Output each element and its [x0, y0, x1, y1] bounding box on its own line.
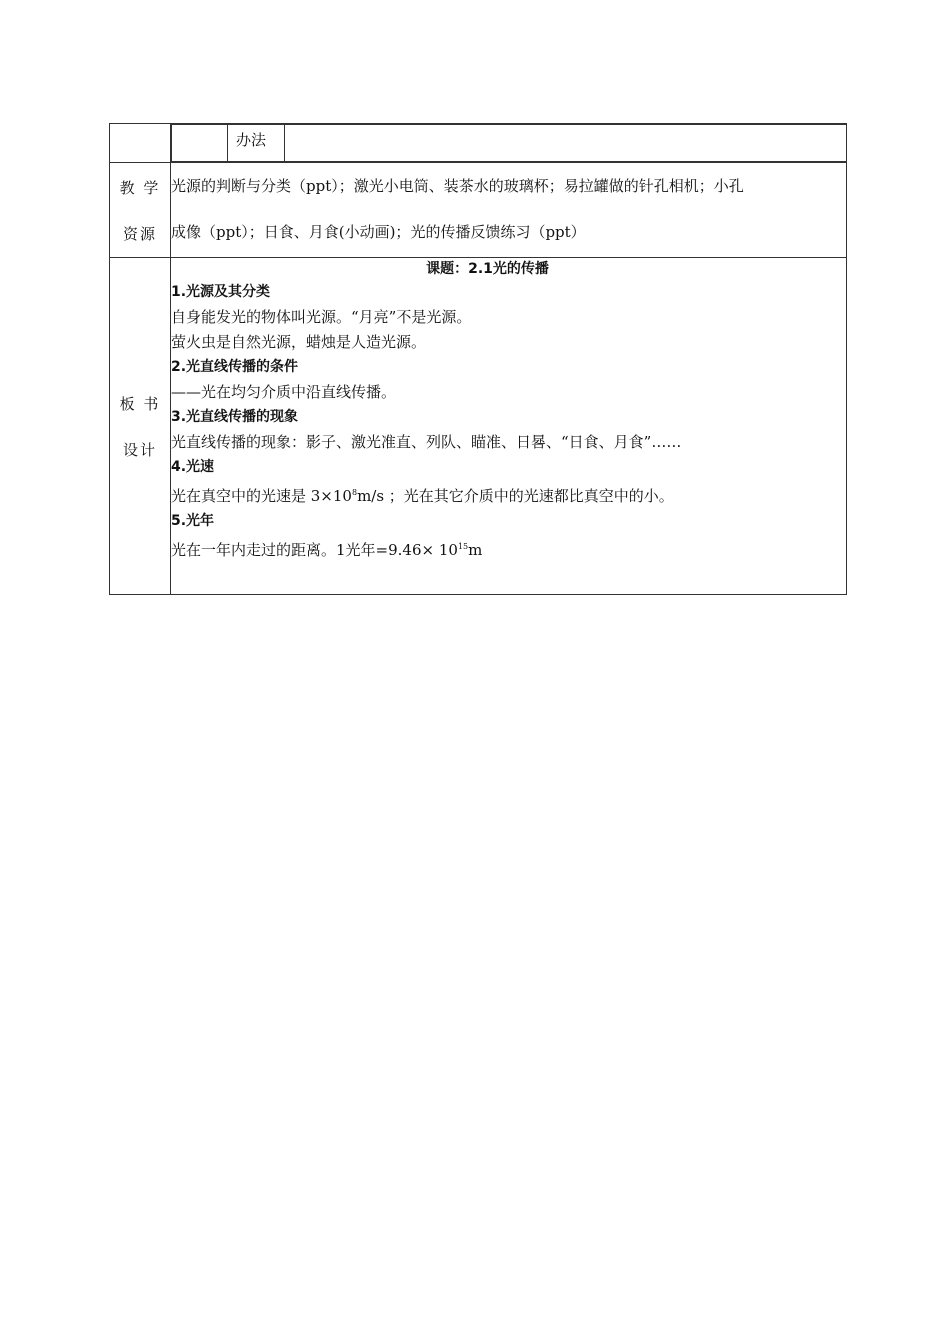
- resources-row: [110, 163, 847, 258]
- design-label: [110, 258, 171, 595]
- light-year-text: 光在一年内走过的距离。1光年=9.46× 10: [171, 541, 458, 559]
- design-content: [171, 258, 847, 595]
- section-heading: 1.光源及其分类: [171, 284, 271, 300]
- resources-line-2: 成像（ppt）；日食、月食(小动画)；光的传播反馈练习（ppt）: [171, 223, 586, 241]
- lesson-title: 课题：2.1光的传播: [426, 261, 549, 277]
- light-speed-text-end: m/s ；光在其它介质中的光速都比真空中的小。: [357, 487, 674, 505]
- design-label-line2: 设计: [122, 441, 157, 459]
- section-heading: 2.光直线传播的条件: [171, 359, 299, 375]
- method-row: [110, 124, 847, 163]
- method-content-cell: [285, 125, 847, 162]
- light-year-exponent: 15: [457, 542, 469, 551]
- lesson-table: [109, 123, 847, 595]
- resources-label: [110, 163, 171, 258]
- resources-label-line2: 资源: [122, 225, 157, 243]
- method-empty-cell: [172, 125, 228, 162]
- section-text: 光直线传播的现象：影子、激光准直、列队、瞄准、日晷、“日食、月食”……: [171, 433, 682, 451]
- light-speed-line: [171, 480, 846, 509]
- light-year-unit: m: [468, 541, 483, 559]
- method-row-label-cell: [110, 124, 171, 163]
- section-text: 萤火虫是自然光源，蜡烛是人造光源。: [171, 333, 427, 351]
- light-speed-exponent: 8: [351, 488, 358, 497]
- section-heading: 4.光速: [171, 459, 215, 475]
- section-text: 自身能发光的物体叫光源。“月亮”不是光源。: [171, 308, 472, 326]
- design-row: [110, 258, 847, 595]
- method-inner-table: [171, 124, 846, 162]
- section-text: ——光在均匀介质中沿直线传播。: [171, 383, 397, 401]
- light-year-line: [171, 534, 846, 563]
- design-label-line1: 板 书: [119, 395, 161, 413]
- resources-line-1: 光源的判断与分类（ppt）；激光小电筒、装茶水的玻璃杯；易拉罐做的针孔相机；小孔: [171, 177, 744, 195]
- section-heading: 3.光直线传播的现象: [171, 409, 299, 425]
- section-heading: 5.光年: [171, 513, 215, 529]
- method-row-content-cell: [171, 124, 847, 163]
- method-label: 办法: [228, 125, 285, 162]
- light-speed-text: 光在真空中的光速是 3×10: [171, 487, 352, 505]
- resources-content: [171, 163, 847, 258]
- resources-label-line1: 教 学: [119, 179, 161, 197]
